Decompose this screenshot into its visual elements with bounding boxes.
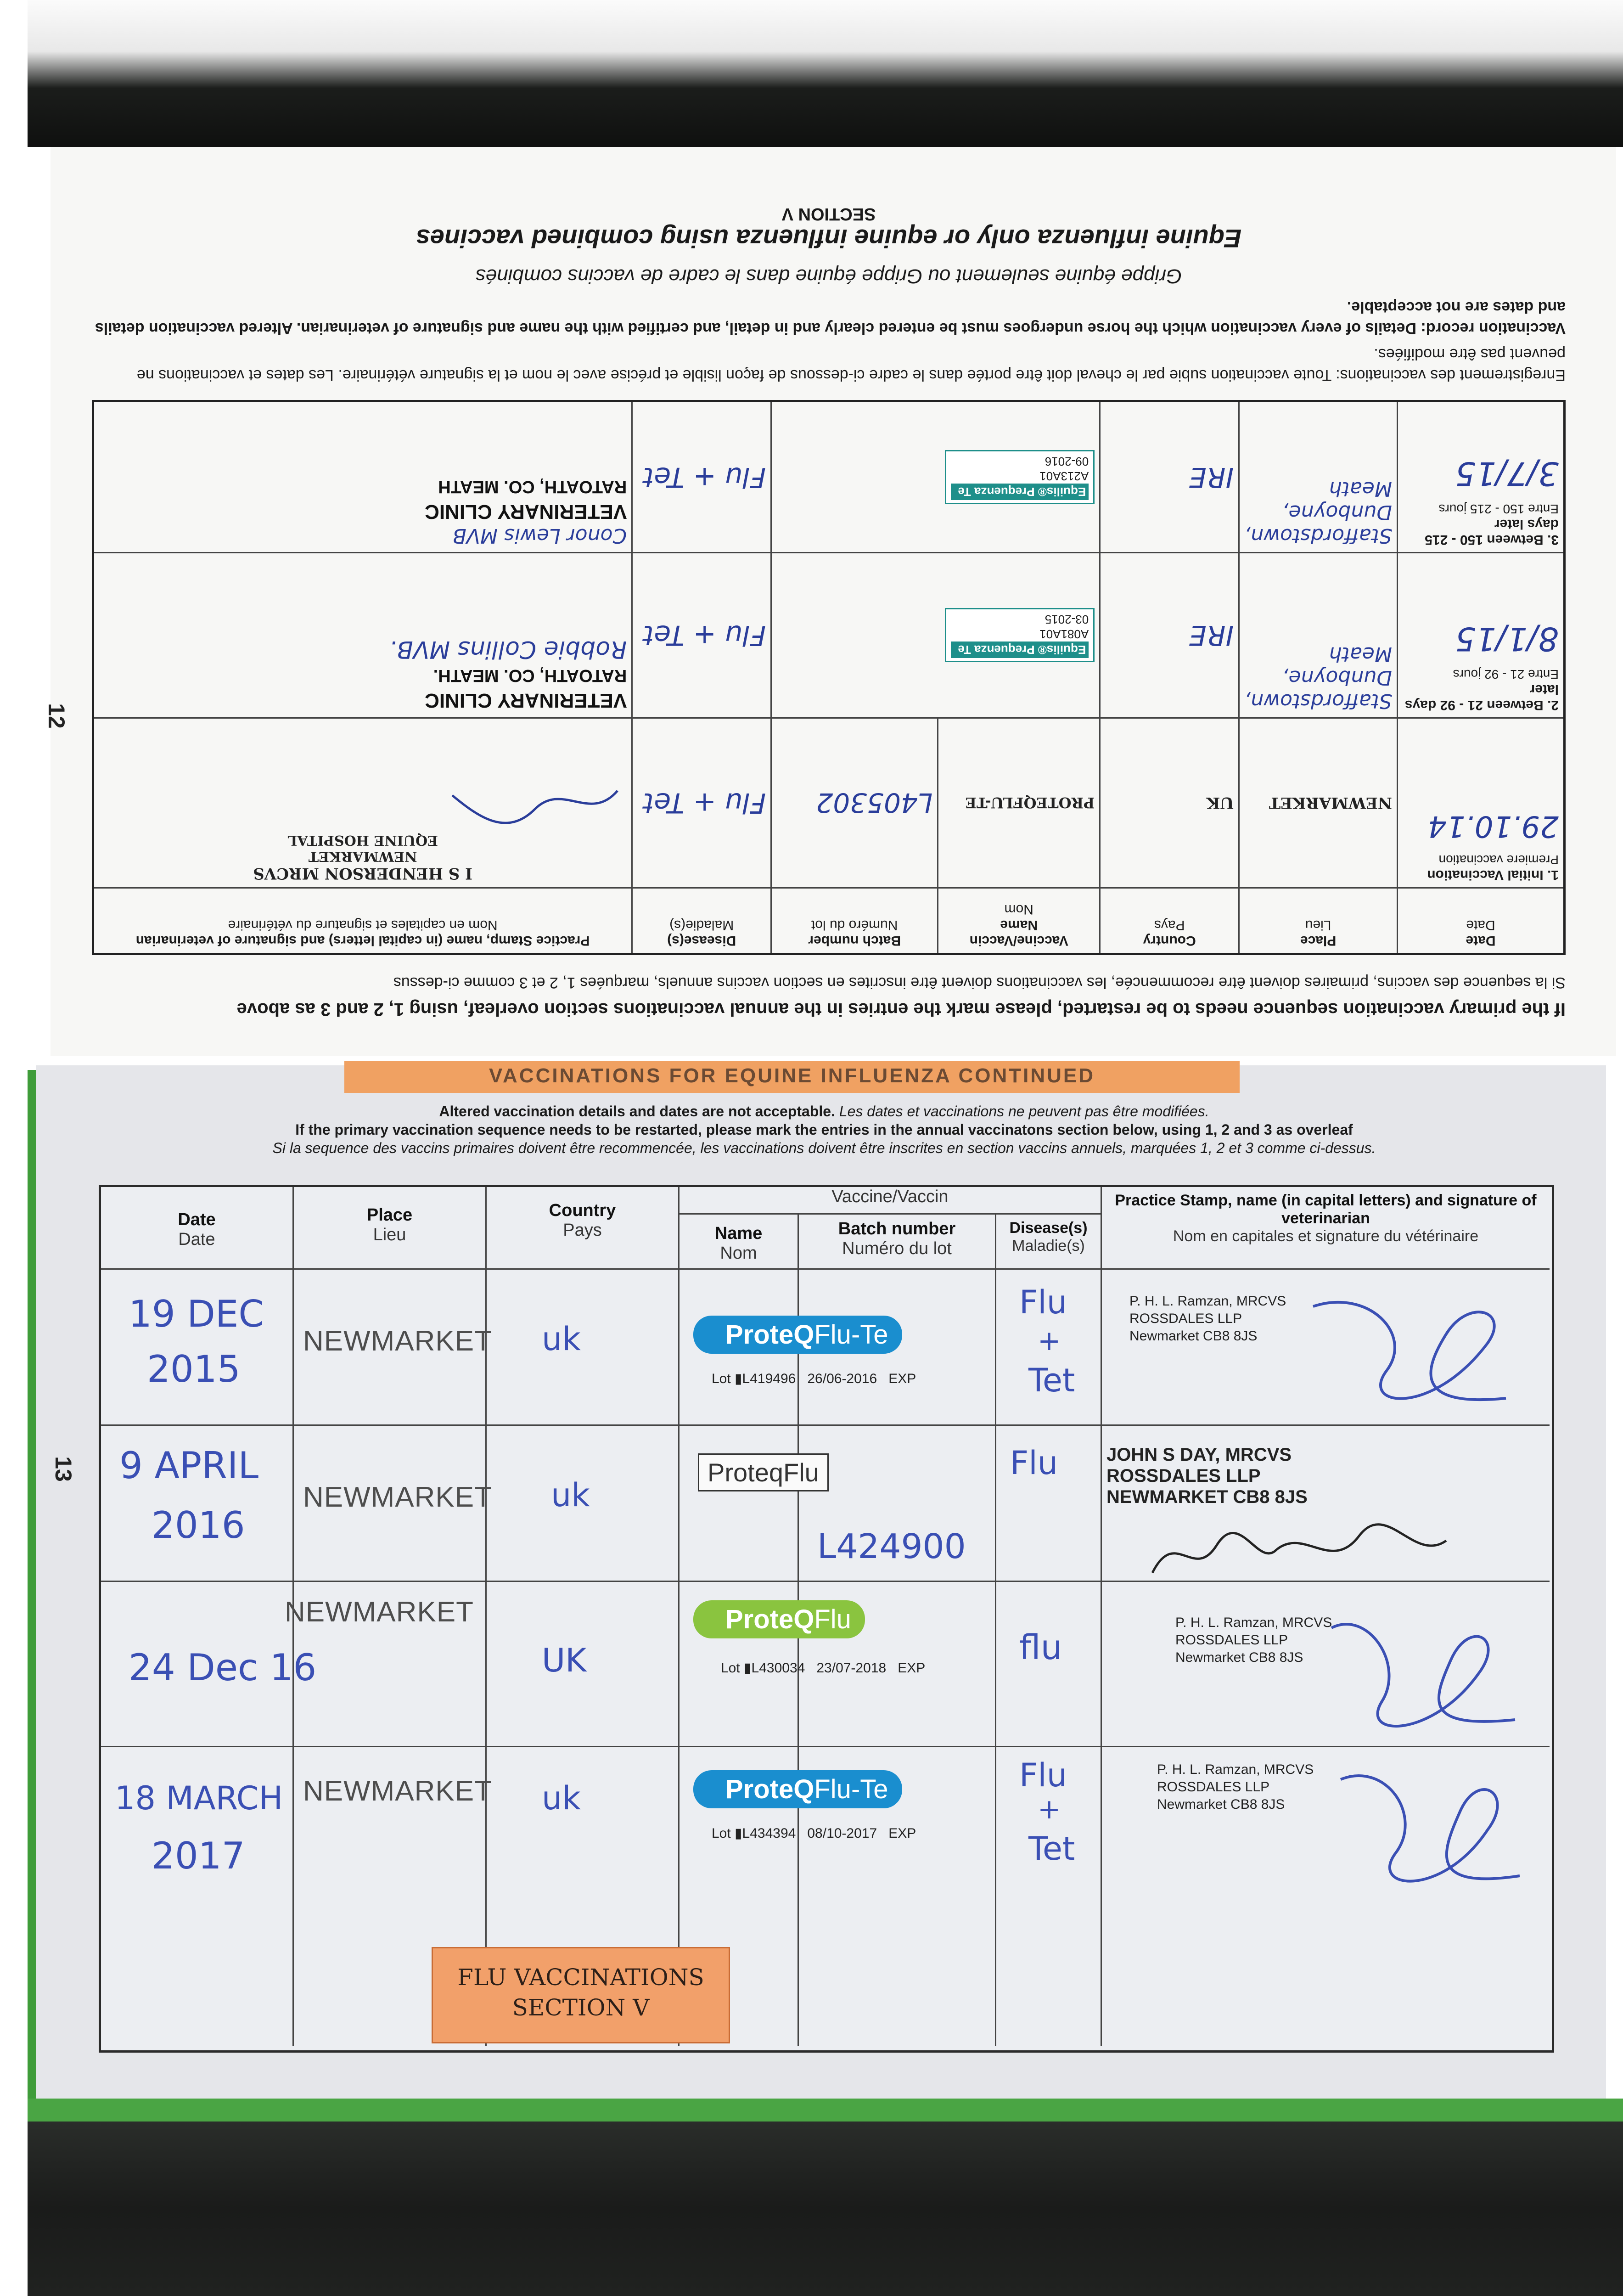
page-number-12: 12 [43, 703, 69, 729]
left-row-2 [93, 553, 1565, 718]
right-row-2-vet-stamp: JOHN S DAY, MRCVS ROSSDALES LLP NEWMARKET CB8 8JS [1106, 1445, 1308, 1507]
left-record-fr: Enregistrement des vaccinations: Toute vaccination subie par le cheval doit être portée dans le cadre ci-dessous de façon lisible et précise avec le nom et la signature vétérinaire. Les dates et vaccinations ne peuvent pas être modifiées. [136, 345, 1566, 384]
right-row-4-product-label: ProteQFlu-Te [693, 1770, 902, 1808]
right-row-2-name-cell [680, 1426, 799, 1582]
right-row-4-country: uk [542, 1779, 581, 1817]
left-header-disease: Disease(s) Maladie(s) [632, 888, 771, 954]
right-header-country: Country Pays [487, 1187, 680, 1270]
right-row-2-place: NEWMARKET [303, 1481, 492, 1513]
left-subtitle: Grippe équine seulement ou Grippe équine dans le cadre de vaccins combinés [475, 265, 1182, 287]
right-row-4-signature [1313, 1752, 1533, 1908]
right-row-4-disease-l3: Tet [1028, 1830, 1075, 1868]
left-record-en: Vaccination record: Details of every vaccination which the horse undergoes must be entered clearly and in detail, and certified with the name and signature of veterinarian. Altered vaccination details and dates are not acceptable. [95, 298, 1566, 337]
right-row-1-disease-l1: Flu [1019, 1283, 1067, 1321]
right-row-3-place: NEWMARKET [285, 1596, 474, 1628]
right-row-3-country: UK [542, 1642, 587, 1679]
right-row-4-date-l2: 2017 [152, 1835, 245, 1877]
right-note1-fr: Les dates et vaccinations ne peuvent pas être modifiées. [839, 1103, 1209, 1120]
right-notes [101, 1102, 1547, 1157]
scan-bottom-edge [28, 2122, 1623, 2296]
right-row-2-date-l2: 2016 [152, 1504, 245, 1547]
right-row-1-signature [1295, 1279, 1524, 1426]
right-note3-fr: Si la sequence des vaccins primaires doivent être recommencée, les vaccinations doivent être inscrites en section vaccins annuels, marquées 1, 2 et 3 comme ci-dessus. [272, 1140, 1376, 1156]
left-row-1-stamp: I S HENDERSON MRCVS NEWMARKET EQUINE HOSPITAL [93, 718, 632, 888]
left-row-1-disease: Flu + Tet [632, 718, 771, 888]
right-header-date: Date Date [101, 1187, 294, 1270]
right-row-1-date-l1: 19 DEC [129, 1293, 264, 1335]
left-row-2-stamp: VETERINARY CLINIC RATOATH, CO. MEATH. Robbie Collins MVB. [93, 553, 632, 718]
right-row-1-vet-stamp: P. H. L. Ramzan, MRCVS ROSSDALES LLP Newmarket CB8 8JS [1129, 1294, 1286, 1344]
right-row-2-product-box: ProteqFlu [698, 1453, 829, 1491]
right-row-1-country-cell [487, 1270, 680, 1426]
left-row-2-disease: Flu + Tet [632, 553, 771, 718]
left-row-2-place: Staffordstown, Dunboyne, Meath [1239, 553, 1398, 718]
right-header-name: Name Nom [680, 1215, 799, 1270]
left-top-note-en: If the primary vaccination sequence needs to be restarted, please mark the entries in the annual vaccinations section overleaf, using 1, 2 and 3 as above [236, 999, 1566, 1019]
left-row-1-name: PROTEQFLU-TE [938, 718, 1100, 888]
page-number-13: 13 [50, 1456, 76, 1482]
left-header-stamp: Practice Stamp, name (in capital letters) and signature of veterinarian Nom en capitales et signature du vétérinaire [93, 888, 632, 954]
left-row-3-date: 3. Between 150 - 215 days later Entre 150 - 215 jours 3/7/15 [1398, 401, 1565, 553]
left-row-1-signature [443, 777, 627, 832]
right-vaccination-table [99, 1185, 1554, 2053]
left-row-2-sticker: Equilis® Prequenza Te A081A01 03-2015 [771, 553, 1100, 718]
right-row-3-vet-stamp: P. H. L. Ramzan, MRCVS ROSSDALES LLP Newmarket CB8 8JS [1175, 1615, 1332, 1665]
right-row-3-date: 24 Dec 16 [129, 1646, 317, 1689]
right-header-vaccine: Vaccine/Vaccin [680, 1187, 1102, 1215]
left-row-1-place: NEWMARKET [1239, 718, 1398, 888]
left-row-3-stamp: Conor Lewis MVB VETERINARY CLINIC RATOATH, CO. MEATH [93, 401, 632, 553]
right-row-4-disease-l1: Flu [1019, 1756, 1067, 1794]
right-row-4-date-l1: 18 MARCH [115, 1779, 283, 1817]
left-row-1-batch: L405302 [771, 718, 938, 888]
right-row-1-place: NEWMARKET [303, 1325, 492, 1357]
right-row-3-lot: Lot ▮L430034 23/07-2018 EXP [721, 1660, 926, 1676]
right-row-4-lot: Lot ▮L434394 08/10-2017 EXP [712, 1826, 916, 1841]
right-row-3-disease: flu [1019, 1628, 1062, 1667]
left-row-3-place: Staffordstown, Dunboyne, Meath [1239, 401, 1398, 553]
right-header-stamp: Practice Stamp, name (in capital letters) and signature of veterinarian Nom en capitales et signature du vétérinaire [1102, 1187, 1550, 1270]
section-footer-label: FLU VACCINATIONS SECTION V [432, 1947, 730, 2043]
left-row-2-country: IRE [1100, 553, 1239, 718]
right-note1: Altered vaccination details and dates are not acceptable. [439, 1103, 835, 1120]
right-row-1-disease-l3: Tet [1028, 1362, 1075, 1399]
left-row-2-date: 2. Between 21 - 92 days later Entre 21 - 92 jours 8/1/15 [1398, 553, 1565, 718]
right-row-1-product-label: ProteQFlu-Te [693, 1316, 902, 1354]
left-row-3 [93, 401, 1565, 553]
right-row-1-country: uk [542, 1320, 581, 1358]
right-row-1-lot: Lot ▮L419496 26/06-2016 EXP [712, 1371, 916, 1386]
left-row-1-date: 1. Initial Vaccination Premiere vaccination 29.10.14 [1398, 718, 1565, 888]
left-row-3-sticker: Equilis® Prequenza Te A213A01 09-2016 [771, 401, 1100, 553]
left-section: SECTION V [781, 204, 876, 224]
right-row-2-batch: L424900 [817, 1527, 966, 1566]
right-row-2-country: uk [551, 1476, 590, 1514]
right-header-disease: Disease(s) Maladie(s) [996, 1215, 1102, 1270]
left-top-note-fr: Si la sequence des vaccins, primaires doivent être recommencée, les vaccinations doivent être inscrites en section vaccins annuels, marquées 1, 2 et 3 comme ci-dessus [393, 974, 1566, 991]
left-header-country: Country Pays [1100, 888, 1239, 954]
left-vaccination-table [92, 400, 1566, 955]
right-row-4-place: NEWMARKET [303, 1775, 492, 1807]
right-row-3-product-label: ProteQFlu [693, 1600, 865, 1638]
left-row-3-country: IRE [1100, 401, 1239, 553]
right-row-2-signature [1139, 1518, 1460, 1587]
left-row-3-disease: Flu + Tet [632, 401, 771, 553]
right-row-3-signature [1313, 1591, 1533, 1747]
left-header-batch: Batch number Numéro du lot [771, 888, 938, 954]
scan-top-edge [28, 0, 1623, 147]
right-note2: If the primary vaccination sequence needs to be restarted, please mark the entries in the annual vaccinatons section below, using 1, 2 and 3 as overleaf [295, 1121, 1353, 1138]
right-row-4-vet-stamp: P. H. L. Ramzan, MRCVS ROSSDALES LLP Newmarket CB8 8JS [1157, 1762, 1314, 1812]
right-row-4-disease-l2: + [1038, 1793, 1061, 1825]
left-header-place: Place Lieu [1239, 888, 1398, 954]
left-header-name: Vaccine/Vaccin Name Nom [938, 888, 1100, 954]
left-row-1 [93, 718, 1565, 888]
right-row-2-date-l1: 9 APRIL [119, 1444, 259, 1487]
right-row-1-date-l2: 2015 [147, 1348, 241, 1390]
right-row-1-disease-l2: + [1038, 1325, 1061, 1357]
right-row-2-disease: Flu [1010, 1444, 1058, 1482]
left-row-1-country: UK [1100, 718, 1239, 888]
binder-green-edge [28, 1070, 36, 2108]
left-title: Equine influenza only or equine influenza using combined vaccines [416, 224, 1242, 253]
right-header-text: VACCINATIONS FOR EQUINE INFLUENZA CONTINUED [489, 1064, 1095, 1087]
left-header-date: Date Date [1398, 888, 1565, 954]
right-header-batch: Batch number Numéro du lot [799, 1215, 996, 1270]
right-header-place: Place Lieu [294, 1187, 487, 1270]
page-12-upside-down [51, 147, 1616, 1056]
